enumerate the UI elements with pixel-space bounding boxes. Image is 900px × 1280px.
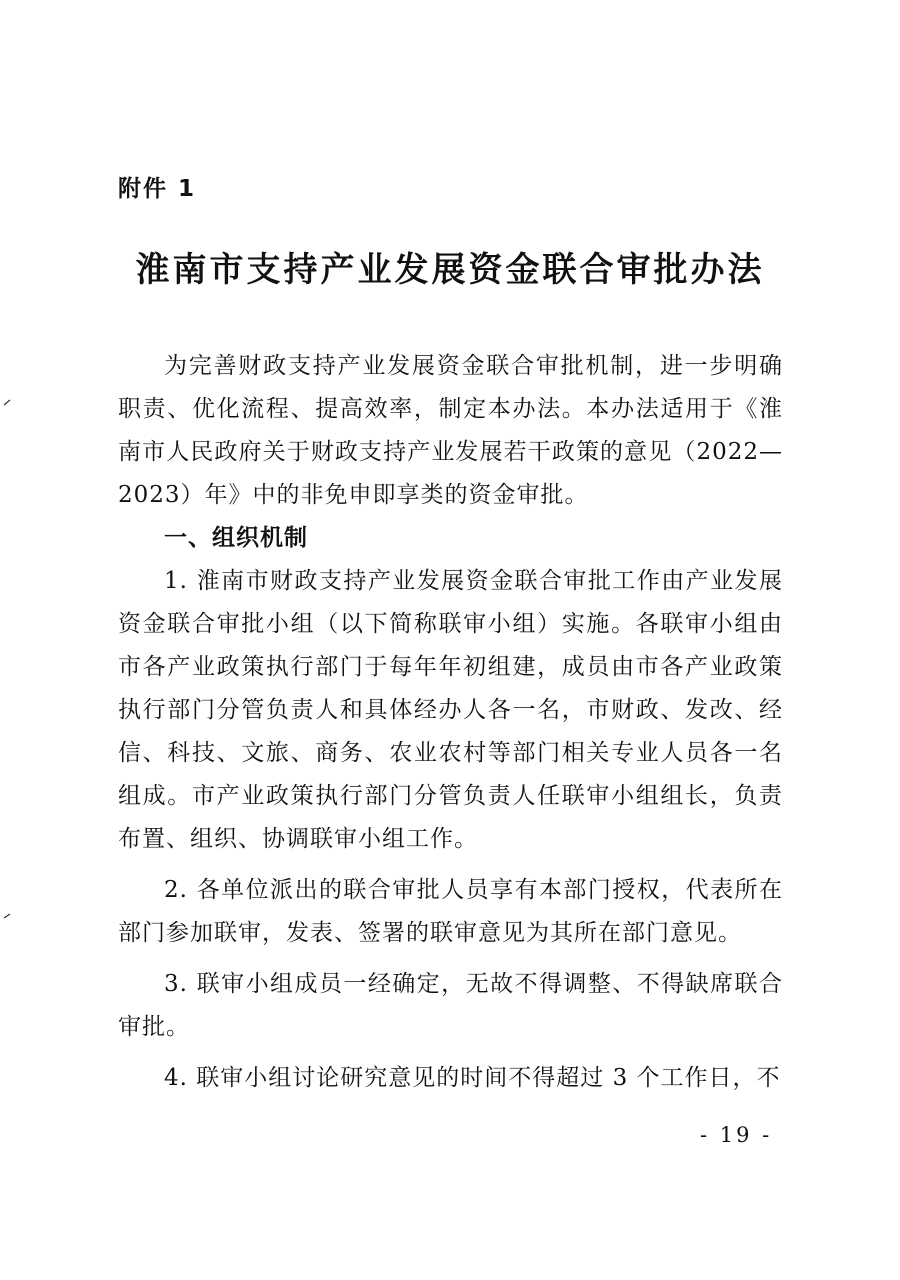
intro-paragraph: 为完善财政支持产业发展资金联合审批机制，进一步明确职责、优化流程、提高效率，制定本办法。本办法适用于《淮南市人民政府关于财政支持产业发展若干政策的意见（2022—2023）年》中的非免申即享类的资金审批。 — [118, 353, 783, 508]
clause-4-paragraph: 4. 联审小组讨论研究意见的时间不得超过 3 个工作日，不 — [164, 1065, 781, 1091]
section-heading-organization: 一、组织机制 — [164, 525, 308, 551]
scan-mark — [3, 912, 11, 920]
scan-mark — [3, 398, 11, 406]
attachment-label: 附件 1 — [118, 176, 197, 202]
clause-2-paragraph: 2. 各单位派出的联合审批人员享有本部门授权，代表所在部门参加联审，发表、签署的联审意见为其所在部门意见。 — [118, 877, 783, 946]
page-number: - 19 - — [700, 1123, 773, 1147]
document-body — [118, 345, 783, 1100]
document-title: 淮南市支持产业发展资金联合审批办法 — [135, 250, 765, 290]
clause-3-paragraph: 3. 联审小组成员一经确定，无故不得调整、不得缺席联合审批。 — [118, 971, 783, 1040]
clause-1-paragraph: 1. 淮南市财政支持产业发展资金联合审批工作由产业发展资金联合审批小组（以下简称联审小组）实施。各联审小组由市各产业政策执行部门于每年年初组建，成员由市各产业政策执行部门分管负责人和具体经办人各一名，市财政、发改、经信、科技、文旅、商务、农业农村等部门相关专业人员各一名组成。市产业政策执行部门分管负责人任联审小组组长，负责布置、组织、协调联审小组工作。 — [118, 568, 783, 852]
